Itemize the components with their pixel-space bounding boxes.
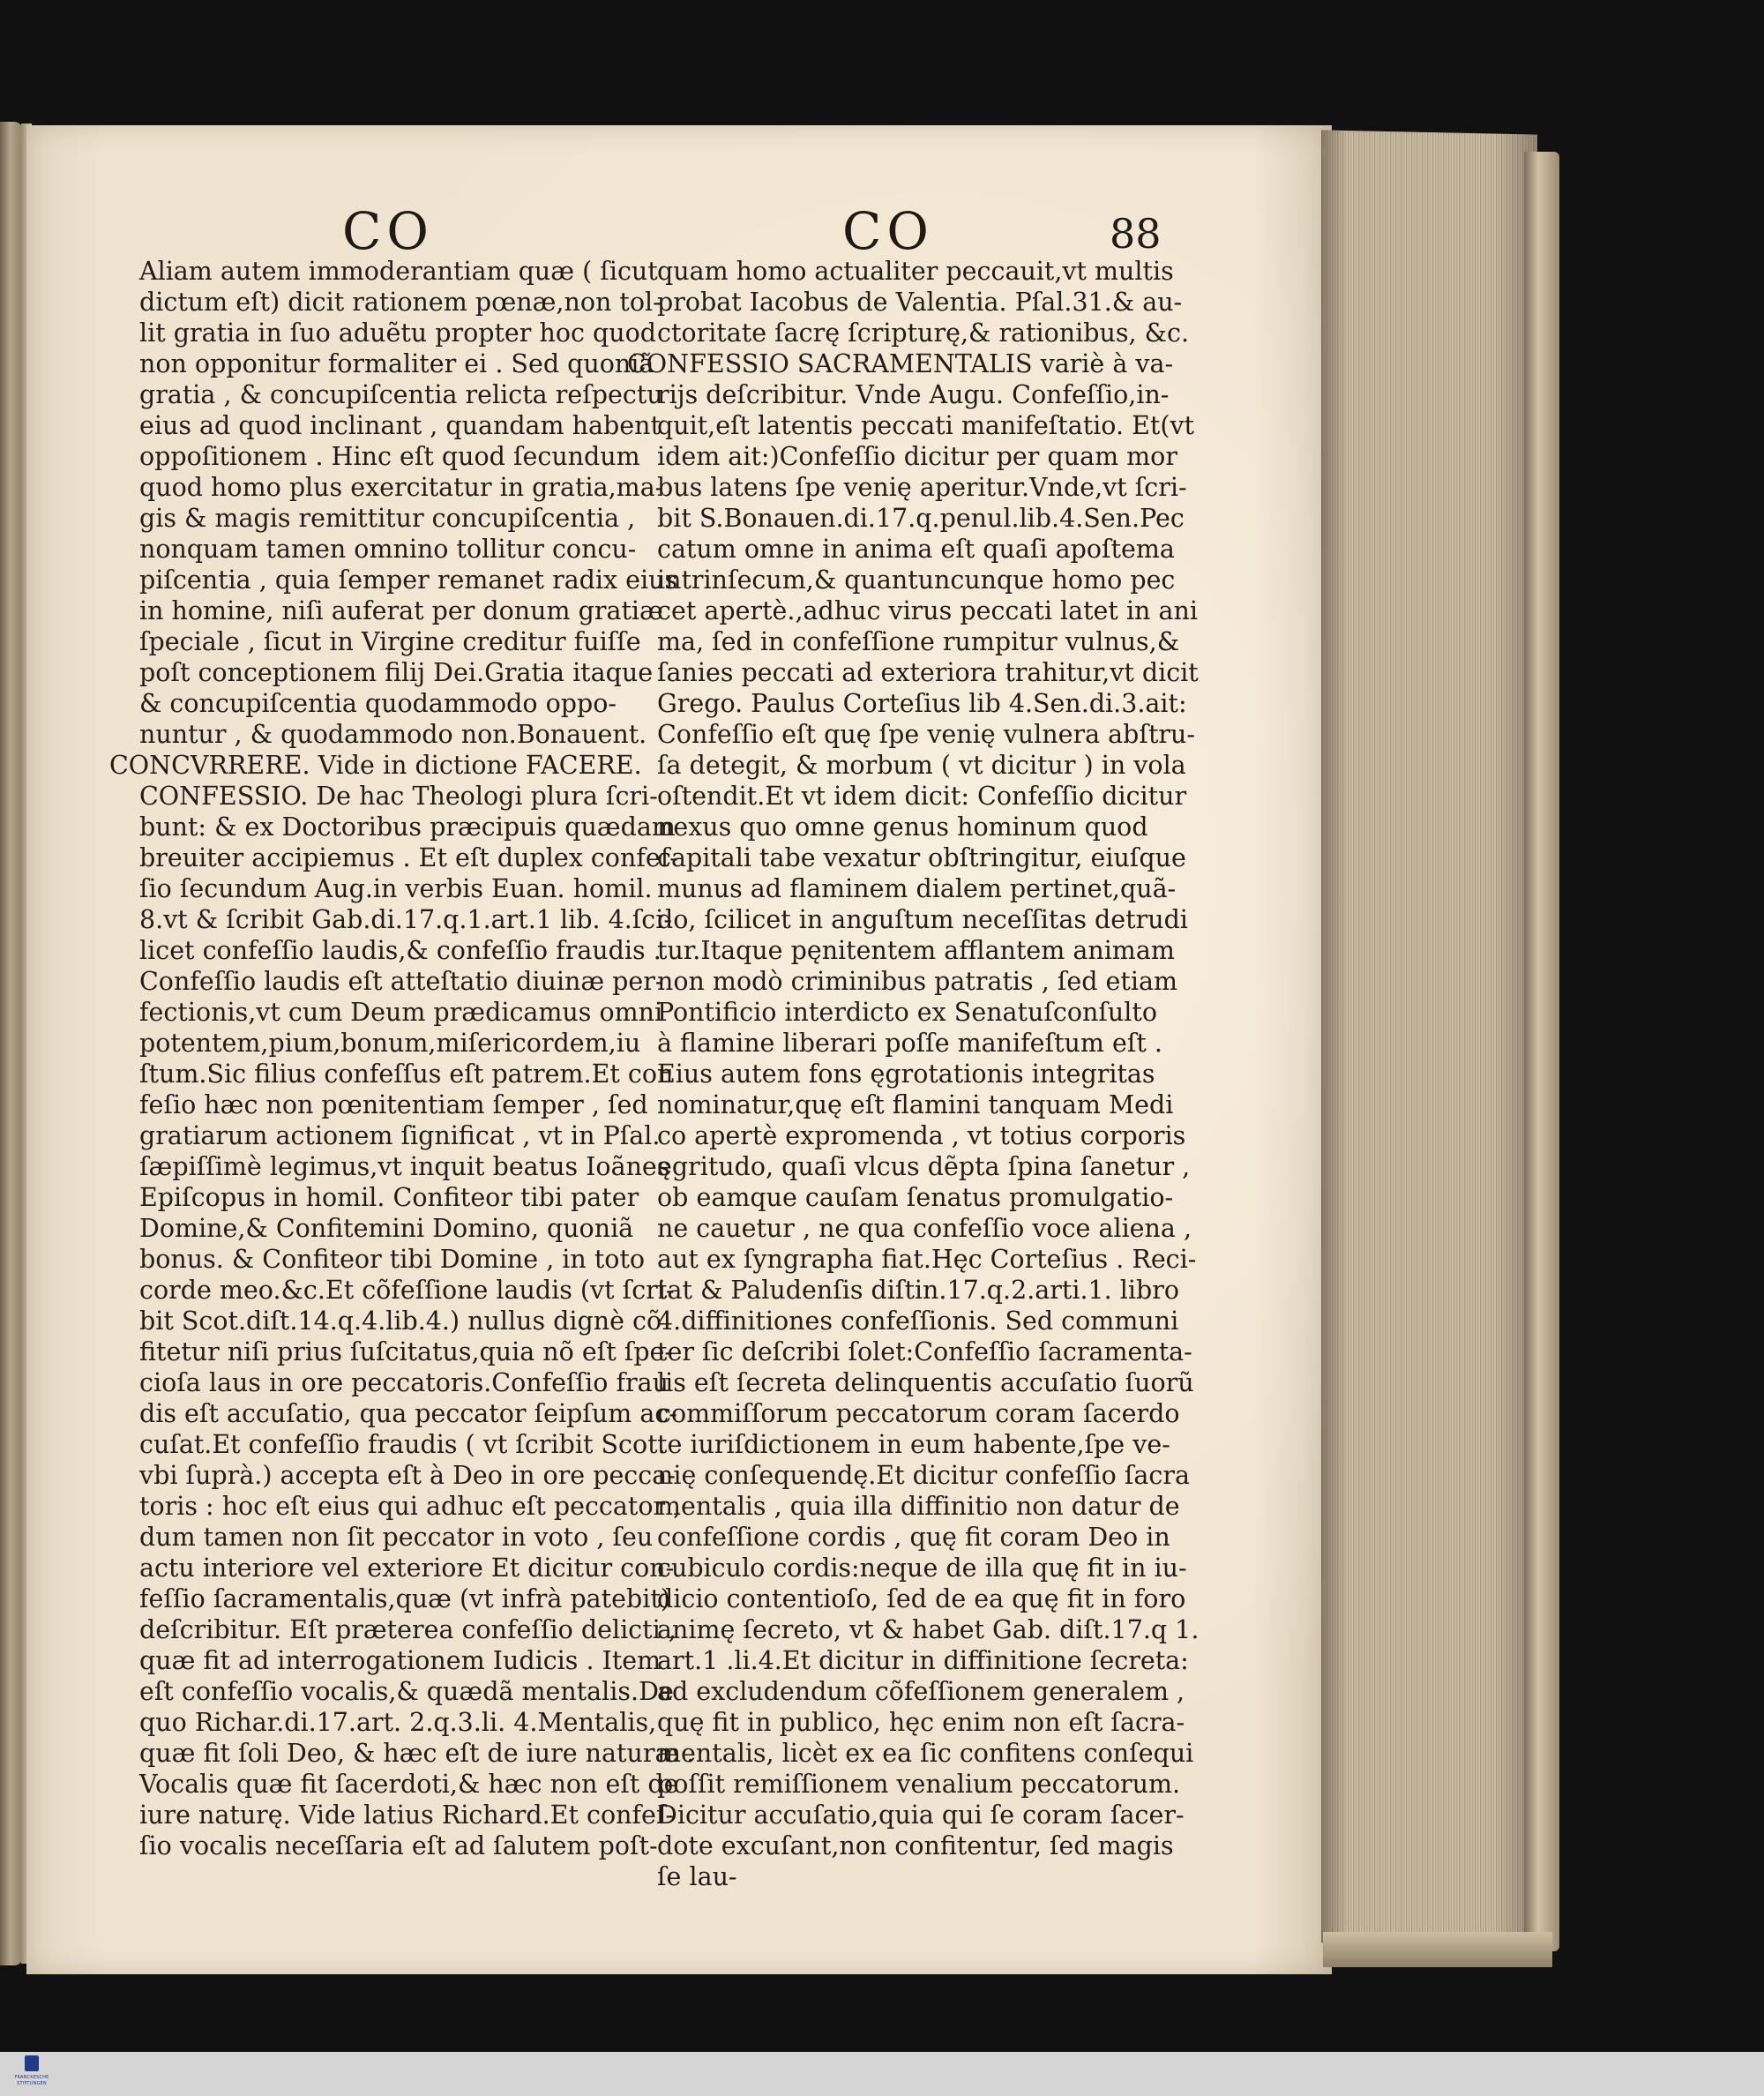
running-head-left: CO <box>342 201 434 261</box>
text-line: bus latens ſpe venię aperitur.Vnde,vt ſcri- <box>657 473 1187 502</box>
text-line: ſio vocalis neceſſaria eſt ad ſalutem poſt- <box>139 1831 658 1860</box>
text-line: nominatur,quę eſt flamini tanquam Medi <box>657 1090 1174 1119</box>
text-line: poſt conceptionem filij Dei.Gratia itaque <box>139 658 654 687</box>
text-line: intrinſecum,& quantuncunque homo pec <box>657 565 1176 595</box>
text-line: ma, ſed in confeſſione rumpitur vulnus,& <box>657 627 1180 656</box>
running-head-right: CO <box>842 201 934 261</box>
text-line: gis & magis remittitur concupiſcentia , <box>139 504 636 533</box>
text-line: catum omne in anima eſt quaſi apoſtema <box>657 535 1175 564</box>
text-line: dote excuſant,non confitentur, ſed magis <box>657 1831 1174 1860</box>
text-line: Aliam autem immoderantiam quæ ( ſicut <box>139 257 658 286</box>
text-line: 8.vt & ſcribit Gab.di.17.q.1.art.1 lib. 4.ſci- <box>139 905 673 934</box>
cover-bottom-edge <box>1323 1932 1552 1967</box>
text-line: te iuriſdictionem in eum habente,ſpe ve- <box>657 1430 1170 1459</box>
text-line: gratia , & concupiſcentia relicta reſpectu <box>139 380 663 409</box>
text-line: bit S.Bonauen.di.17.q.penul.lib.4.Sen.Pec <box>657 504 1185 533</box>
text-line: bonus. & Confiteor tibi Domine , in toto <box>139 1245 646 1274</box>
text-line: ſe lau- <box>657 1862 737 1891</box>
text-line: lit gratia in ſuo aduẽtu propter hoc quod <box>139 318 657 348</box>
library-logo-icon <box>25 2055 39 2071</box>
text-line: Pontificio interdicto ex Senatuſconſulto <box>657 998 1158 1027</box>
logo-text-line1: FRANCKESCHE <box>14 2075 49 2080</box>
text-line: quo Richar.di.17.art. 2.q.3.li. 4.Mentalis, <box>139 1708 657 1737</box>
text-line: ſtum.Sic filius confeſſus eſt patrem.Et con <box>139 1059 674 1089</box>
text-line: ſanies peccati ad exteriora trahitur,vt dicit <box>657 658 1199 687</box>
text-line: poſſit remiſſionem venalium peccatorum. <box>657 1770 1181 1799</box>
text-line: dicio contentioſo, ſed de ea quę fit in foro <box>657 1584 1186 1613</box>
text-line: confeſſione cordis , quę fit coram Deo in <box>657 1523 1170 1552</box>
text-column-right <box>627 256 1200 1892</box>
text-line: Vocalis quæ fit ſacerdoti,& hæc non eſt de <box>139 1770 679 1799</box>
text-line: mentalis , quia illa diffinitio non datur de <box>657 1492 1180 1521</box>
text-line: do, ſcilicet in anguſtum neceſſitas detrudi <box>657 905 1188 934</box>
text-line: dum tamen non ſit peccator in voto , ſeu <box>139 1523 654 1552</box>
text-line: Dicitur accuſatio,quia qui ſe coram ſacer- <box>657 1800 1185 1830</box>
text-line: ſio ſecundum Aug.in verbis Euan. homil. <box>139 874 653 903</box>
page-number: 88 <box>1110 210 1162 258</box>
text-line: dictum eſt) dicit rationem pœnæ,non tol- <box>139 288 662 317</box>
text-line: mentalis, licèt ex ea ſic confitens conſequi <box>657 1739 1194 1768</box>
text-line: Grego. Paulus Corteſius lib 4.Sen.di.3.ait: <box>657 689 1187 718</box>
text-line: Confeſſio eſt quę ſpe venię vulnera abſtru- <box>657 720 1196 749</box>
text-line: quæ fit ſoli Deo, & hæc eſt de iure naturæ . <box>139 1739 695 1768</box>
text-line: 4.diffinitiones confeſſionis. Sed communi <box>657 1306 1179 1336</box>
text-line: Eius autem fons ęgrotationis integritas <box>657 1059 1155 1089</box>
fore-edge-shadow <box>1321 130 1537 1947</box>
text-line: oppoſitionem . Hinc eſt quod ſecundum <box>139 442 640 471</box>
text-line: ſæpiſſimè legimus,vt inquit beatus Ioãnes <box>139 1152 670 1181</box>
left-binding-edge <box>0 122 23 1965</box>
text-line: quam homo actualiter peccauit,vt multis <box>657 257 1174 286</box>
text-line: corde meo.&c.Et cõfeſſione laudis (vt ſcri- <box>139 1276 675 1305</box>
text-line: potentem,pium,bonum,miſericordem,iu <box>139 1029 641 1058</box>
text-line: gratiarum actionem ſignificat , vt in Pſal. <box>139 1121 661 1150</box>
text-line: breuiter accipiemus . Et eſt duplex confeſ- <box>139 843 678 872</box>
text-line: feſio hæc non pœnitentiam ſemper , ſed <box>139 1090 648 1119</box>
text-line: iure naturę. Vide latius Richard.Et confeſ- <box>139 1800 675 1830</box>
text-line: quod homo plus exercitatur in gratia,ma- <box>139 473 664 502</box>
text-line: eius ad quod inclinant , quandam habent <box>139 411 661 440</box>
text-line: & concupiſcentia quodammodo oppo- <box>139 689 617 718</box>
text-line: nię conſequendę.Et dicitur confeſſio ſacra <box>657 1461 1190 1490</box>
text-line: ęgritudo, quaſi vlcus dẽpta ſpina ſanetur , <box>657 1152 1191 1181</box>
text-line: dis eſt accuſatio, qua peccator ſeipſum ac- <box>139 1399 677 1428</box>
text-line: co apertè expromenda , vt totius corporis <box>657 1121 1186 1150</box>
text-line: fectionis,vt cum Deum prædicamus omni <box>139 998 663 1027</box>
text-line: quit,eſt latentis peccati manifeſtatio. Et(vt <box>657 411 1195 440</box>
text-line: CONFESSIO SACRAMENTALIS variè à va- <box>627 349 1174 378</box>
text-line: cubiculo cordis:neque de illa quę fit in iu- <box>657 1553 1187 1583</box>
text-line: ter ſic deſcribi ſolet:Confeſſio ſacramenta- <box>657 1337 1192 1366</box>
text-line: quæ fit ad interrogationem Iudicis . Item <box>139 1646 662 1675</box>
text-line: cet apertè.,adhuc virus peccati latet in ani <box>657 596 1198 625</box>
text-line: bunt: & ex Doctoribus præcipuis quædam <box>139 812 676 842</box>
text-line: art.1 .li.4.Et dicitur in diffinitione ſecreta: <box>657 1646 1189 1675</box>
text-line: rijs deſcribitur. Vnde Augu. Confeſſio,in- <box>657 380 1170 409</box>
back-cover-edge <box>1524 152 1559 1951</box>
text-line: fitetur niſi prius ſuſcitatus,quia nõ eſt ſpe- <box>139 1337 674 1366</box>
text-line: nexus quo omne genus hominum quod <box>657 812 1148 842</box>
text-line: vbi ſuprà.) accepta eſt à Deo in ore pecca- <box>139 1461 676 1490</box>
text-line: ſa detegit, & morbum ( vt dicitur ) in vola <box>657 751 1186 780</box>
text-line: piſcentia , quia ſemper remanet radix eius <box>139 565 678 595</box>
text-line: feſſio ſacramentalis,quæ (vt infrà patebit) <box>139 1584 670 1613</box>
text-line: Epiſcopus in homil. Confiteor tibi pater <box>139 1183 639 1212</box>
text-line: non opponitur formaliter ei . Sed quoniã <box>139 349 654 378</box>
text-line: aut ex ſyngrapha fiat.Hęc Corteſius . Reci- <box>657 1245 1197 1274</box>
text-line: commiſſorum peccatorum coram ſacerdo <box>657 1399 1180 1428</box>
text-line: idem ait:)Confeſſio dicitur per quam mor <box>657 442 1177 471</box>
text-line: ſpeciale , ſicut in Virgine creditur fuiſſe <box>139 627 641 656</box>
text-line: ctoritate ſacrę ſcripturę,& rationibus, &c. <box>657 318 1190 348</box>
logo-text-line2: STIFTUNGEN <box>17 2081 47 2086</box>
text-line: CONFESSIO. De hac Theologi plura ſcri- <box>139 782 658 811</box>
text-line: munus ad flaminem dialem pertinet,quã- <box>657 874 1177 903</box>
text-line: licet confeſſio laudis,& confeſſio fraudis . <box>139 936 662 965</box>
text-line: oſtendit.Et vt idem dicit: Confeſſio dicitur <box>657 782 1187 811</box>
text-line: eſt confeſſio vocalis,& quædã mentalis.De <box>139 1677 674 1706</box>
text-line: cioſa laus in ore peccatoris.Confeſſio frau <box>139 1368 669 1397</box>
library-logo[interactable] <box>12 2055 51 2091</box>
text-line: ob eamque cauſam ſenatus promulgatio- <box>657 1183 1174 1212</box>
text-line: bit Scot.diſt.14.q.4.lib.4.) nullus dignè cõ <box>139 1306 662 1336</box>
text-line: lis eſt ſecreta delinquentis accuſatio ſuorũ <box>657 1368 1194 1397</box>
text-line: deſcribitur. Eſt præterea confeſſio delicti , <box>139 1615 676 1644</box>
text-line: à flamine liberari poſſe manifeſtum eſt . <box>657 1029 1162 1058</box>
text-line: Confeſſio laudis eſt atteſtatio diuinæ per- <box>139 967 664 996</box>
text-line: tur.Itaque pęnitentem afflantem animam <box>657 936 1175 965</box>
text-line: animę ſecreto, vt & habet Gab. diſt.17.q 1. <box>657 1615 1200 1644</box>
text-line: capitali tabe vexatur obſtringitur, eiuſque <box>657 843 1186 872</box>
text-line: nuntur , & quodammodo non.Bonauent. <box>139 720 647 749</box>
text-column-left <box>109 256 695 1861</box>
text-line: toris : hoc eſt eius qui adhuc eſt peccator , <box>139 1492 682 1521</box>
text-line: nonquam tamen omnino tollitur concu- <box>139 535 637 564</box>
text-line: in homine, niſi auferat per donum gratiæ <box>139 596 663 625</box>
text-line: actu interiore vel exteriore Et dicitur con- <box>139 1553 675 1583</box>
text-line: ad excludendum cõfeſſionem generalem , <box>657 1677 1185 1706</box>
text-line: quę fit in publico, hęc enim non eſt ſacra- <box>657 1708 1185 1737</box>
text-line: probat Iacobus de Valentia. Pſal.31.& au- <box>657 288 1183 317</box>
text-line: tat & Paludenſis diſtin.17.q.2.arti.1. libro <box>657 1276 1180 1305</box>
viewer-footer-bar <box>0 2052 1764 2096</box>
text-line: CONCVRRERE. Vide in dictione FACERE. <box>109 751 642 780</box>
text-line: non modò criminibus patratis , ſed etiam <box>657 967 1178 996</box>
text-line: ne cauetur , ne qua confeſſio voce aliena , <box>657 1214 1192 1243</box>
text-line: Domine,& Confitemini Domino, quoniã <box>139 1214 634 1243</box>
text-line: cuſat.Et confeſſio fraudis ( vt ſcribit Scot. <box>139 1430 666 1459</box>
